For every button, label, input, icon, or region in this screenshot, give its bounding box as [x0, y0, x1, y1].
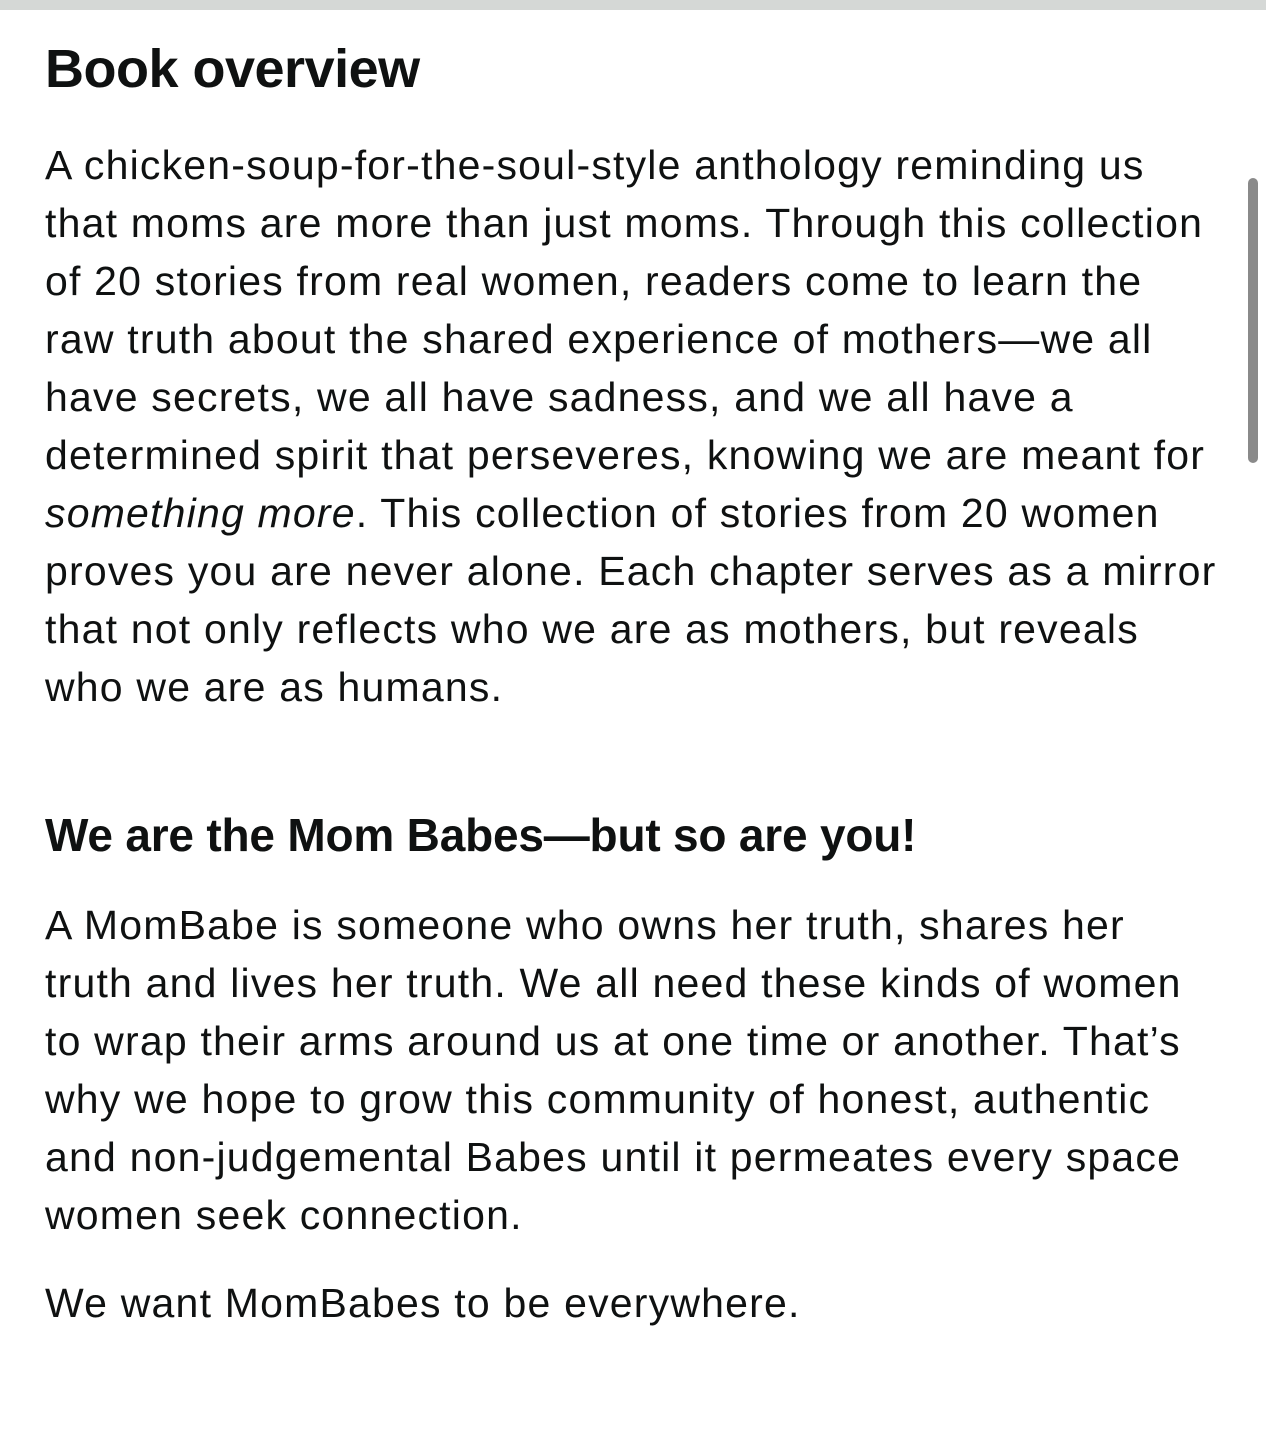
description-paragraph-3: We want MomBabes to be everywhere.: [45, 1280, 801, 1326]
scrollbar-thumb[interactable]: [1248, 178, 1258, 463]
paragraph-1-italic-phrase: something more: [45, 490, 356, 536]
section-title: Book overview: [45, 39, 420, 99]
subsection-title: We are the Mom Babes—but so are you!: [45, 809, 917, 861]
book-overview-section: [0, 39, 1266, 1332]
paragraph-1-text-end: . This collection of stories from 20 women proves you are never alone. Each chapter serves as a mirror that not only reflects who we are as mothers, but reveals who we are as humans.: [45, 490, 1217, 710]
description-paragraph-1: [45, 136, 1221, 716]
paragraph-1-text-start: A chicken-soup-for-the-soul-style anthology reminding us that moms are more than just moms. Through this collection of 20 stories from real women, readers come to learn the raw truth about the shared experience of mothers—we all have secrets, we all have sadness, and we all have a determined spirit that perseveres, knowing we are meant for: [45, 142, 1206, 478]
top-edge-divider: [0, 0, 1266, 10]
description-paragraph-2: A MomBabe is someone who owns her truth, shares her truth and lives her truth. We all need these kinds of women to wrap their arms around us at one time or another. That’s why we hope to grow this community of honest, authentic and non-judgemental Babes until it permeates every space women seek connection.: [45, 902, 1182, 1238]
